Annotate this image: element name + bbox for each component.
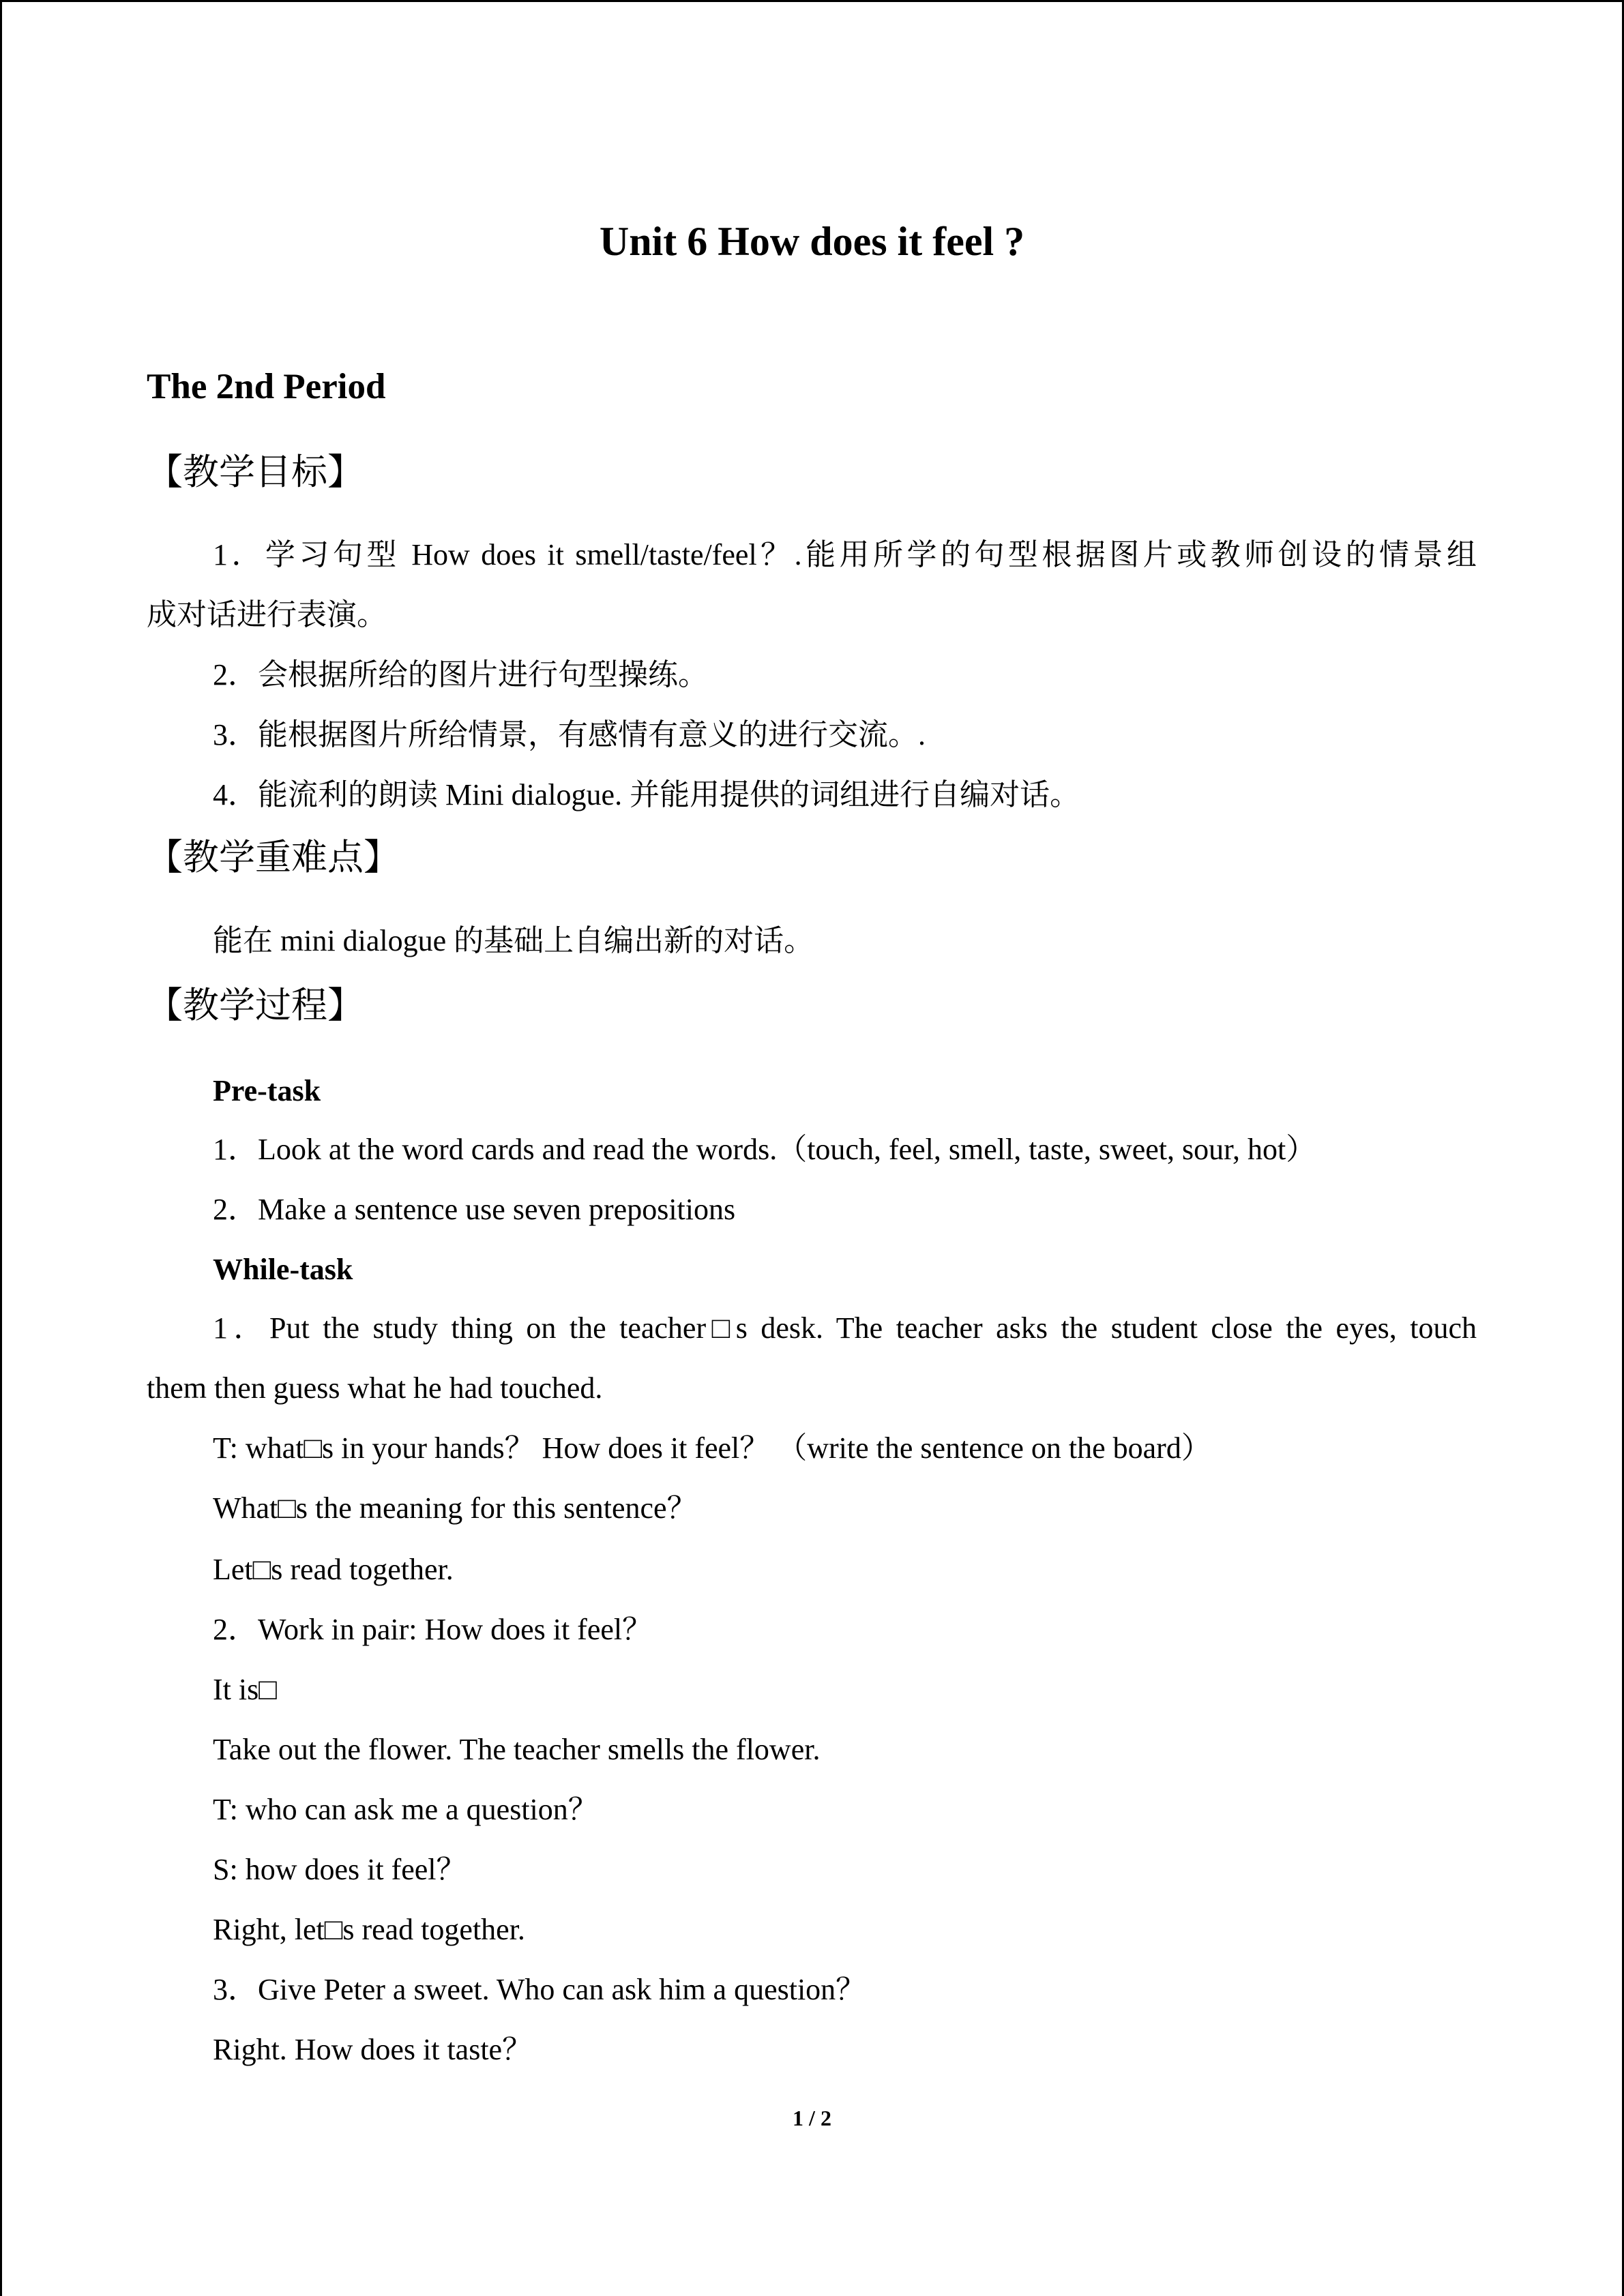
- keypoints-heading: 【教学重难点】: [147, 837, 400, 878]
- dialogue-line-read-together-1: Let□s read together.: [213, 1553, 454, 1586]
- whiletask-item-3: 3．Give Peter a sweet. Who can ask him a question？: [213, 1973, 866, 2006]
- dialogue-line-student: S: how does it feel？: [213, 1853, 467, 1886]
- pretask-item-1: 1．Look at the word cards and read the words.（touch, feel, smell, taste, sweet, sour, hot）: [213, 1133, 1316, 1166]
- pretask-label: Pre-task: [213, 1074, 321, 1107]
- dialogue-line-it-is: It is□: [213, 1673, 277, 1706]
- process-heading: 【教学过程】: [147, 985, 364, 1026]
- whiletask-item-2: 2．Work in pair: How does it feel？: [213, 1613, 653, 1646]
- goal-item-2: 2．会根据所给的图片进行句型操练。: [213, 658, 708, 691]
- dialogue-line-teacher-1: T: what□s in your hands？ How does it feel？ （write the sentence on the board）: [213, 1431, 1211, 1465]
- dialogue-line-meaning: What□s the meaning for this sentence？: [213, 1491, 697, 1525]
- goal-item-3: 3．能根据图片所给情景，有感情有意义的进行交流。.: [213, 718, 926, 751]
- pretask-item-2: 2．Make a sentence use seven prepositions: [213, 1193, 736, 1226]
- dialogue-line-read-together-2: Right, let□s read together.: [213, 1913, 525, 1946]
- dialogue-line-taste: Right. How does it taste？: [213, 2033, 533, 2066]
- page-number: 1 / 2: [793, 2106, 831, 2130]
- goal-item-4: 4．能流利的朗读 Mini dialogue. 并能用提供的词组进行自编对话。: [213, 778, 1080, 811]
- goal-item-1: 1．学习句型 How does it smell/taste/feel？.能用所学的句型根据图片或教师创设的情景组: [213, 538, 1477, 571]
- whiletask-label: While-task: [213, 1253, 353, 1286]
- period-subtitle: The 2nd Period: [147, 367, 386, 406]
- dialogue-line-flower: Take out the flower. The teacher smells the flower.: [213, 1733, 821, 1766]
- document-title: Unit 6 How does it feel ?: [599, 219, 1025, 264]
- keypoint-item: 能在 mini dialogue 的基础上自编出新的对话。: [213, 924, 814, 957]
- whiletask-item-1-continued: them then guess what he had touched.: [147, 1371, 603, 1405]
- goal-item-1-continued: 成对话进行表演。: [147, 598, 387, 631]
- goals-heading: 【教学目标】: [147, 451, 364, 493]
- dialogue-line-teacher-2: T: who can ask me a question？: [213, 1793, 598, 1826]
- whiletask-item-1: 1．Put the study thing on the teacher□s desk. The teacher asks the student close the eyes, touch: [213, 1311, 1477, 1345]
